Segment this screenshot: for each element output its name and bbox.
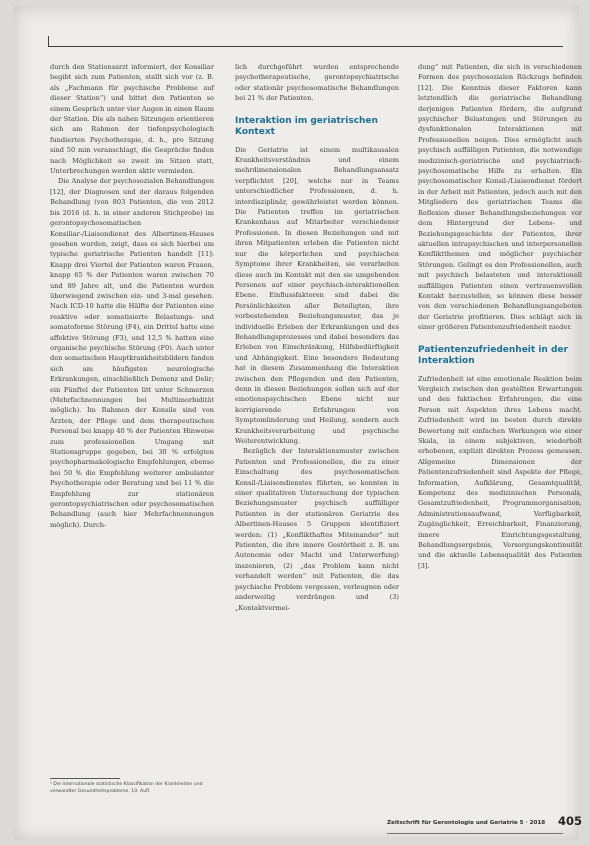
text-column-left	[50, 62, 214, 530]
section-heading-patientenzufriedenheit: Patientenzufriedenheit in der Interaktion	[418, 344, 568, 366]
text-column-right	[418, 62, 582, 571]
paragraph: Zufriedenheit ist eine emotionale Reaktion beim Vergleich zwischen den gestellten Erwartungen und den faktischen Erfahrungen, die eine Person mit Aspekten ihres Lebens macht. Zufriedenheit wird im besten durch direkte Bewertung mit einfachen Werkungen wie einer Skala, in einem subjektiven, wiederholt erhobenen, explizit direkten Prozess gemessen. Allgemeine Dimensionen der Patientenzufriedenheit sind Aspekte der Pflege, Information, Aufklärung, Gesamtqualität, Kompetenz des medizinischen Personals, Gesamtzufriedenheit, Programmorganisation, Administrationsaufwand, Verfügbarkeit, Zugänglichkeit, Erreichbarkeit, Finanzierung, innere Einrichtungsgestaltung, Behandlungsergebnis, Versorgungskontinuität und die aktuelle Lebensqualität des Patienten [3].	[418, 374, 582, 570]
paragraph: Bezüglich der Interaktionsmuster zwischen Patienten und Professionellen, die zu einer Einschaltung des psychosomatischen Konsil-/Liaisondienstes führten, so konnten in einer qualitativen Untersuchung der typischen Beziehungsmuster psychisch auffälliger Patienten in der stationären Geriatrie des Albertinen-Hauses 5 Gruppen identifiziert werden: (1) „Konflikthaftes Miteinander“ mit Patienten, die ihre innere Gestörtheit z. B. um Autonomie oder Macht und Unterwerfung) inszenieren, (2) „das Problem kann nicht verhandelt werden“ mit Patienten, die das psychische Problem vergessen, verleugnen oder anderweitig verdrängen und (3) „Kontaktvermei-	[235, 447, 399, 612]
footnote-rule	[50, 778, 120, 779]
journal-page	[14, 6, 583, 840]
page-number: 405	[558, 814, 583, 828]
paragraph: Die Geriatrie ist einem multikausalen Krankheitsverständnis und einem mehrdimensionalen Behandlungsansatz verpflichtet [20], welche nur in Teams unterschiedlicher Professionen, d. h. interdisziplinär, gewährleistet werden können. Die Patienten treffen im geriatrischen Krankenhaus auf Mitarbeiter verschiedener Professionen. In diesen Beziehungen und mit ihren Mitpatienten erleben die Patienten nicht nur die körperlichen und psychischen Symptome ihrer Krankheiten, sie verarbeiten diese auch im Kontakt mit den sie umgebenden Personen auf einer psychisch-interaktionellen Ebene. Einflussfaktoren sind dabei die Persönlichkeiten aller Beteiligten, ihre vorbestehenden Beziehungsmuster, das je individuelle Erleben der Erkrankungen und des Behandlungsprozesses und dabei besonders das Erleben von Einschränkung, Hilfsbedürftigkeit und Abhängigkeit. Eine besondere Bedeutung hat in diesem Zusammenhang die Interaktion zwischen den Pflegenden und den Patienten, denn in diesen Beziehungen sollen sich auf der emotionspsychischen Ebene nicht nur korrigierende Erfahrungen von Symptomlinderung und Heilung, sondern auch Krankheitsverarbeitung und psychische Weiterentwicklung.	[235, 145, 399, 445]
footer-rule	[387, 833, 563, 834]
paragraph: durch den Stationsarzt informiert, der Konsiliar begibt sich zum Patienten, stellt sich vor (z. B. als „Fachmann für psychische Probleme auf dieser Station“) und bittet den Patienten so einem Gespräch unter vier Augen in einen Raum der Station. Die als nahen Sitzungen orientieren sich am Rahmen der tiefenpsychologisch fundierten Psychotherapie, d. h., pro Sitzung sind 50 min veranschlagt, die Gespräche finden nach Möglichkeit so zweit im Sitzen statt, Unterbrechungen werden aktiv vermieden.	[50, 63, 214, 176]
journal-citation: Zeitschrift für Gerontologie und Geriatrie 5 · 2018	[387, 820, 546, 826]
paragraph: Die Analyse der psychosozialen Behandlungen [12], der Diagnosen und der daraus folgenden Behandlung (von 803 Patienten, die von 2012 bis 2016 (d. h. in einer anderen Stichprobe) im gerontopsychosomatischen Konsiliar-/Liaisondienst des Albertinen-Hauses gesehen wurden, zeigt, dass es sich hierbei um typische geriatrische Patienten handelt [11]: Knapp drei Viertel der Patienten waren Frauen, knapp 65 % der Patienten waren zwischen 70 und 89 Jahre alt, und die Patienten wurden überwiegend zwischen ein- und 3-mal gesehen. Nach ICD-10 hatte die Hälfte der Patienten eine reaktive oder somatisierte Belastungs- und somatoforme Störung (F4), ein Drittel hatte eine affektive Störung (F3), und 12,5 % hatten eine organische psychische Störung (F0). Auch unter den somatischen Hauptkrankheitsbildern fanden sich am häufigsten neurologische Erkrankungen, einschließlich Demenz und Delir; ein Fünftel der Patienten litt unter Schmerzen (Mehrfachnennungen bei Multimorbidität möglich). Im Rahmen der Konsile sind von Ärzten, der Pflege und dem therapeutischen Personal bei knapp 40 % der Patienten Hinweise zum professionellen Umgang mit Stationsgruppe gegeben, bei 30 % erfolgten psychopharmakologische Empfehlungen, ebenso bei 50 % die Empfehlung weiterer ambulanter Psychotherapie oder Beratung und bei 11 % die Empfehlung zur stationären gerontopsychiatrischen oder psychosomatischen Behandlung (auch hier Mehrfachnennungen möglich). Durch-	[50, 177, 214, 529]
section-heading-interaktion: Interaktion im geriatrischen Kontext	[235, 115, 378, 137]
paragraph: lich durchgeführt wurden entsprechende psychotherapeutische, gerontopsychiatrische oder stationär psychosomatische Behandlungen bei 21 % der Patienten.	[235, 63, 399, 103]
text-column-middle	[235, 62, 399, 613]
header-rule	[48, 46, 563, 47]
footnote: ¹ Die Internationale statistische Klassifikation der Krankheiten und verwandter Gesundheitsprobleme, 10. Aufl.	[50, 782, 203, 794]
paragraph: dung“ mit Patienten, die sich in verschiedenen Formen des psychosozialen Rückzugs befinden [12]. Die Kenntnis dieser Faktoren kann letztendlich die geriatrische Behandlung derjenigen Patienten fördern, die aufgrund psychischer Belastungen und Störungen zu dysfunktionalen Interaktionen mit Professionellen neigen. Dies ermöglicht auch psychisch auffälligen Patienten, die notwendige medizinisch-geriatrische und psychiatrisch-psychosomatische Hilfe zu erhalten. Ein psychosomatischer Konsil-/Liaisondienst fördert in der Arbeit mit Patienten, jedoch auch mit den Mitgliedern des geriatrischen Teams die Reflexion dieser Behandlungsbeziehungen vor dem Hintergrund der Lebens- und Beziehungsgeschichte der Patienten, ihrer aktuellen intrapsychischen und interpersonellen Konfliktthemen und möglicher psychischer Störungen. Gelingt es den Professionellen, auch mit psychisch belasteten und interaktionell auffälligen Patienten einen vertrauensvollen Kontakt herzustellen, so können diese besser von den verschiedenen Behandlungsangeboten der Geriatrie profitieren. Dies schlägt sich in einer größeren Patientenzufriedenheit nieder.	[418, 63, 582, 332]
